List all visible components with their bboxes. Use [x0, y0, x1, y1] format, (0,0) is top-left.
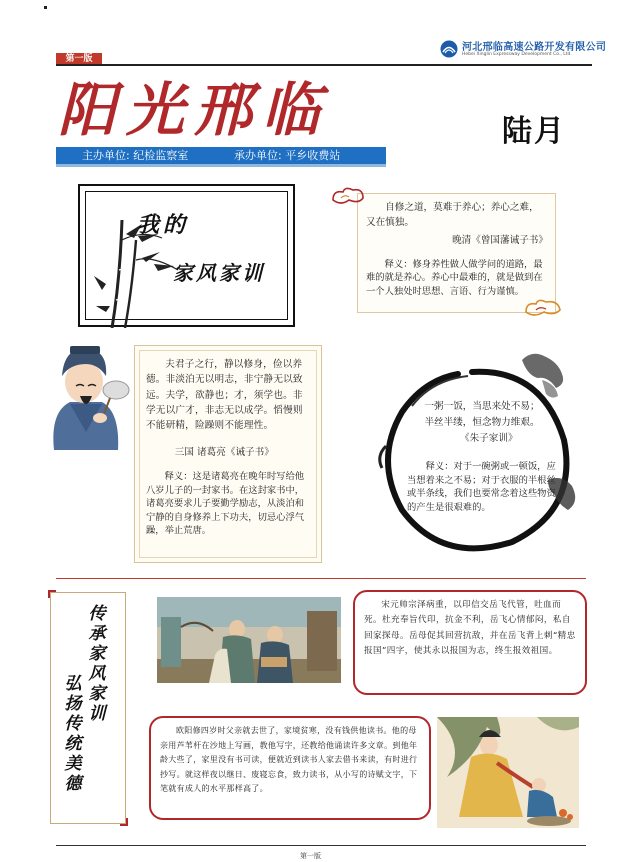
slogan-corner-ornament [48, 590, 56, 598]
quote2-text: 夫君子之行，静以修身，俭以养德。非淡泊无以明志，非宁静无以致远。夫学，欲静也；才，须学也。非学无以广才，非志无以成学。慆慢则不能研精，险躁则不能理性。 [146, 359, 303, 432]
section-divider [56, 578, 586, 579]
co-host-unit: 承办单位: 平乡收费站 [234, 149, 341, 162]
header-rule [56, 64, 592, 66]
company-name-en: Hebei Xinglin Expressway Development Co., Ltd. [462, 52, 572, 57]
quote3-line1: 一粥一饭，当思来处不易； [424, 401, 540, 412]
footer-rule [56, 845, 586, 846]
quote1-text: 自修之道，莫难于养心；养心之难，又在慎独。 [366, 202, 539, 228]
ink-circle-icon [372, 350, 582, 560]
page-number: 第一版 [300, 852, 321, 860]
quote2-note: 释义：这是诸葛亮在晚年时写给他八岁儿子的一封家书。在这封家书中，诸葛亮要求儿子要勤学励志，从淡泊和宁静的自身修养上下功夫，切忌心浮气躁，举止荒唐。 [146, 471, 305, 537]
issue-month: 陆月 [502, 114, 566, 149]
company-name: 河北邢临高速公路开发有限公司 [462, 42, 607, 53]
section-title-line1: 我的 [137, 212, 190, 238]
edition-badge: 第一版 [56, 53, 102, 66]
quote3-note: 释义：对于一碗粥或一顿饭，应当想着来之不易；对于衣服的半根丝或半条线，我们也要常念着这些物资的产生是很艰难的。 [407, 461, 556, 513]
ouyang-xiu-painting [437, 717, 579, 828]
yue-fei-painting [157, 597, 341, 683]
slogan-line2: 弘扬传统美德 [64, 674, 82, 794]
quote3-line2: 半丝半缕，恒念物力维艰。 [424, 417, 540, 428]
page-corner-mark [44, 6, 47, 9]
story2-text: 欧阳修四岁时父亲就去世了，家境贫寒，没有钱供他读书。他的母亲用芦苇杆在沙地上写画，教他写字，还教给他诵读许多文章。到他年龄大些了，家里没有书可读，便就近到读书人家去借书来读，有时进行抄写。就这样夜以继日、废寝忘食，致力读书，从小写的诗赋文字，下笔就有成人的水平那样高了。 [160, 726, 418, 794]
masthead-title: 阳光邢临 [58, 76, 331, 144]
company-logo-icon [440, 40, 458, 58]
quote2-source: 三国 诸葛亮《诫子书》 [174, 447, 274, 458]
story1-text: 宋元帅宗泽病重，以印信交岳飞代管，吐血而死。杜充奉旨代印，抗金不利，岳飞心情郁闷，私自回家探母。岳母促其回营抗敌，并在岳飞背上刺“精忠报国”四字，使其永以报国为志，终生报效祖国。 [364, 600, 576, 657]
quote3-source: 《朱子家训》 [460, 433, 518, 444]
quote1-note: 释义：修身养性做人做学问的道路，最难的就是养心。养心中最难的，就是做到在一个人独处时思想、言语、行为谨慎。 [366, 259, 543, 297]
host-bar-shadow [56, 164, 386, 167]
company-logo [440, 38, 607, 62]
slogan-corner-ornament [120, 818, 128, 826]
auspicious-cloud-icon [522, 296, 564, 318]
section-title-line2: 家风家训 [173, 261, 265, 285]
auspicious-cloud-icon [329, 184, 369, 206]
host-unit: 主办单位: 纪检监察室 [82, 149, 189, 162]
slogan-line1: 传承家风家训 [88, 604, 106, 724]
scholar-figure-icon [40, 342, 138, 450]
quote1-source: 晚清《曾国藩诫子书》 [452, 235, 548, 246]
